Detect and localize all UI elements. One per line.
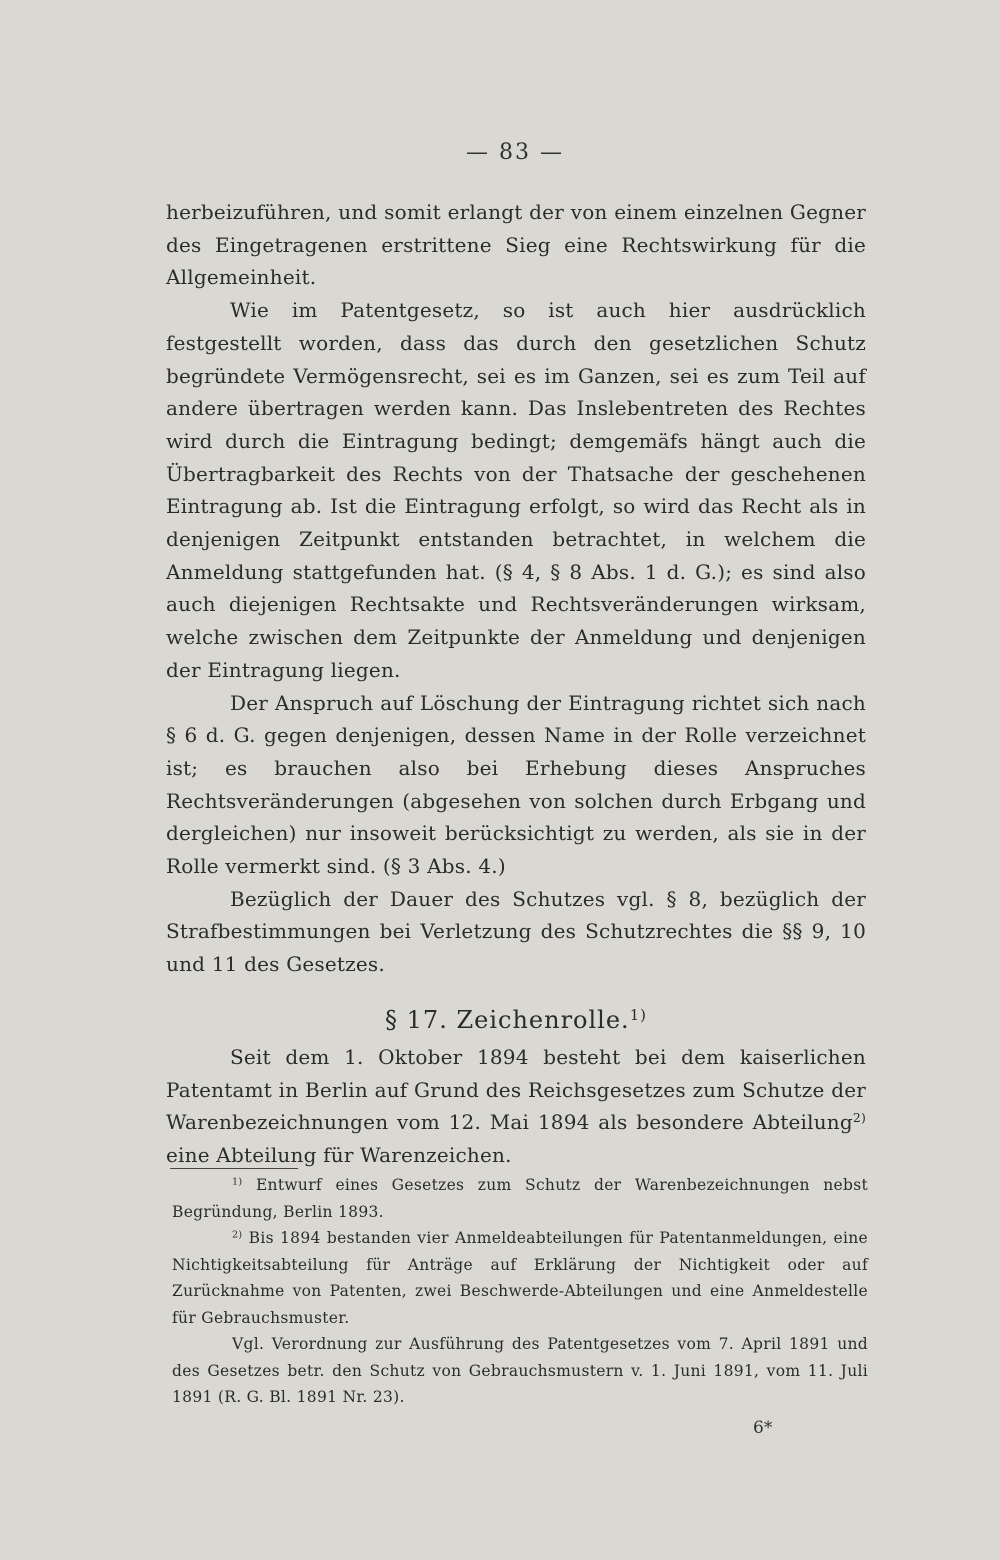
footnote-2-text: Bis 1894 bestanden vier Anmeldeabteilungen für Patentanmeldungen, eine Nichtigkeitsabteilung für Anträge auf Erklärung der Nichtigkeit oder auf Zurücknahme von Patenten, zwei Beschwerde-Abteilungen und eine Anmeldestelle für Gebrauchsmuster.: [172, 1229, 868, 1327]
paragraph-3: Der Anspruch auf Löschung der Eintragung richtet sich nach § 6 d. G. gegen denjenigen, dessen Name in der Rolle verzeichnet ist; es brauchen also bei Erhebung dieses Anspruches Rechtsveränderungen (abgesehen von solchen durch Erbgang und dergleichen) nur insoweit berücksichtigt zu werden, als sie in der Rolle vermerkt sind. (§ 3 Abs. 4.): [166, 690, 866, 879]
section-heading-text: § 17. Zeichenrolle.: [385, 1005, 630, 1034]
paragraph-2: Wie im Patentgesetz, so ist auch hier ausdrücklich festgestellt worden, dass das durch den gesetzlichen Schutz begründete Vermögensrecht, sei es im Ganzen, sei es zum Teil auf andere übertragen werden kann. Das Inslebentreten des Rechtes wird durch die Eintragung bedingt; demgemäfs hängt auch die Übertragbarkeit des Rechts von der Thatsache der geschehenen Eintragung ab. Ist die Eintragung erfolgt, so wird das Recht als in denjenigen Zeitpunkt entstanden betrachtet, in welchem die Anmeldung stattgefunden hat. (§ 4, § 8 Abs. 1 d. G.); es sind also auch diejenigen Rechtsakte und Rechtsveränderungen wirksam, welche zwischen dem Zeitpunkte der Anmeldung und denjenigen der Eintragung liegen.: [166, 298, 866, 682]
footnote-2: [172, 1225, 868, 1331]
main-text: [166, 196, 866, 1172]
page-number: — 83 —: [466, 140, 564, 165]
footnote-3: [172, 1331, 868, 1411]
signature-mark: 6*: [753, 1418, 773, 1438]
footnote-1: [172, 1172, 868, 1225]
footnote-ref-2: 2): [852, 1110, 866, 1126]
footnotes: [172, 1172, 868, 1411]
footnote-1-text: Entwurf eines Gesetzes zum Schutz der Warenbezeichnungen nebst Begründung, Berlin 1893.: [172, 1176, 868, 1221]
paragraph-1: herbeizuführen, und somit erlangt der von einem einzelnen Gegner des Eingetragenen erstrittene Sieg eine Rechtswirkung für die Allgemeinheit.: [166, 200, 866, 290]
section-paragraph-text-b: eine Abteilung für Warenzeichen.: [166, 1142, 512, 1167]
footnote-2-mark: 2): [232, 1229, 243, 1241]
section-heading: [166, 1003, 866, 1037]
footnote-1-mark: 1): [232, 1176, 243, 1188]
footnote-divider: [170, 1168, 298, 1169]
section-paragraph-text-a: Seit dem 1. Oktober 1894 besteht bei dem kaiserlichen Patentamt in Berlin auf Grund des Reichsgesetzes zum Schutze der Warenbezeichnungen vom 12. Mai 1894 als besondere Abteilung: [166, 1044, 866, 1135]
footnote-3-text: Vgl. Verordnung zur Ausführung des Patentgesetzes vom 7. April 1891 und des Gesetzes betr. den Schutz von Gebrauchsmustern v. 1. Juni 1891, vom 11. Juli 1891 (R. G. Bl. 1891 Nr. 23).: [172, 1335, 868, 1406]
section-paragraph: [166, 1041, 866, 1172]
footnote-ref-1: 1): [629, 1005, 647, 1024]
paragraph-4: Bezüglich der Dauer des Schutzes vgl. § 8, bezüglich der Strafbestimmungen bei Verletzung des Schutzrechtes die §§ 9, 10 und 11 des Gesetzes.: [166, 886, 866, 977]
